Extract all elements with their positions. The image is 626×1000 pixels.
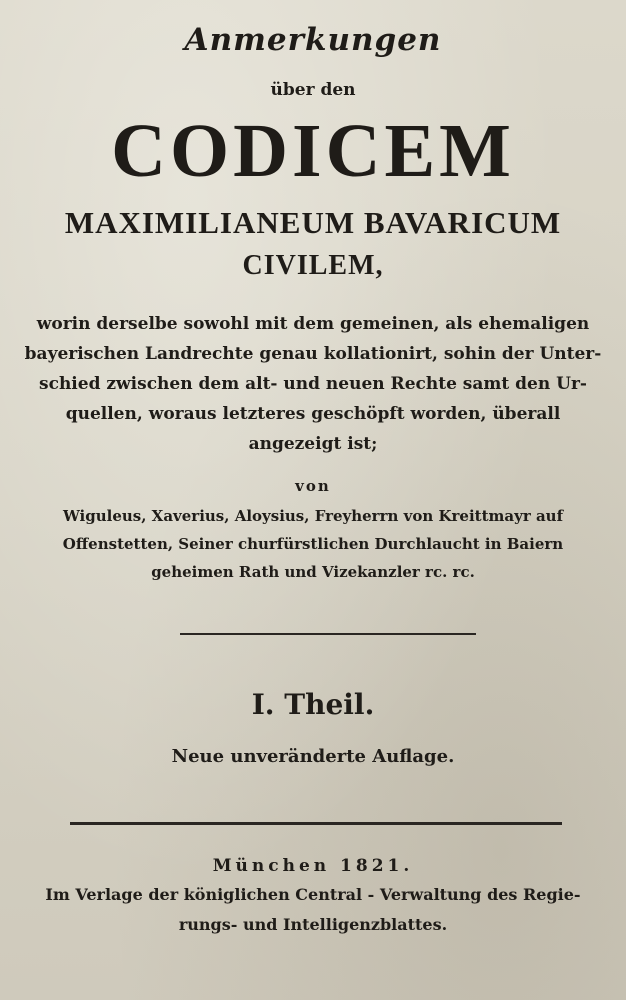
imprint-line: rungs- und Intelligenzblattes. [178,915,448,934]
description-line: worin derselbe sowohl mit dem gemeinen, als ehemaligen [36,314,590,334]
divider-rule-upper [180,633,476,635]
von-label: von [295,477,331,495]
heading-maximilianeum-bavaricum: MAXIMILIANEUM BAVARICUM [64,205,562,240]
divider-rule-lower [70,822,562,825]
heading-civilem: CIVILEM, [242,250,384,281]
description-line: angezeigt ist; [248,434,378,454]
description-line: schied zwischen dem alt- und neuen Rechte samt den Ur- [39,374,587,394]
heading-codicem: CODICEM [111,109,515,193]
description-line: quellen, woraus letzteres geschöpft worden, überall [65,404,561,424]
author-line: geheimen Rath und Vizekanzler rc. rc. [151,563,475,581]
author-line: Offenstetten, Seiner churfürstlichen Durchlaucht in Baiern [62,535,564,553]
author-line: Wiguleus, Xaverius, Aloysius, Freyherrn von Kreittmayr auf [62,507,564,525]
description-line: bayerischen Landrechte genau kollationirt, sohin der Unter- [24,344,602,364]
heading-ueber-den: über den [270,80,356,100]
place-date-line: München 1821. [212,856,414,876]
heading-anmerkungen: Anmerkungen [184,22,442,58]
edition-label: Neue unveränderte Auflage. [171,746,455,767]
imprint-line: Im Verlage der königlichen Central - Verwaltung des Regie- [45,885,581,904]
volume-label: I. Theil. [251,688,375,721]
